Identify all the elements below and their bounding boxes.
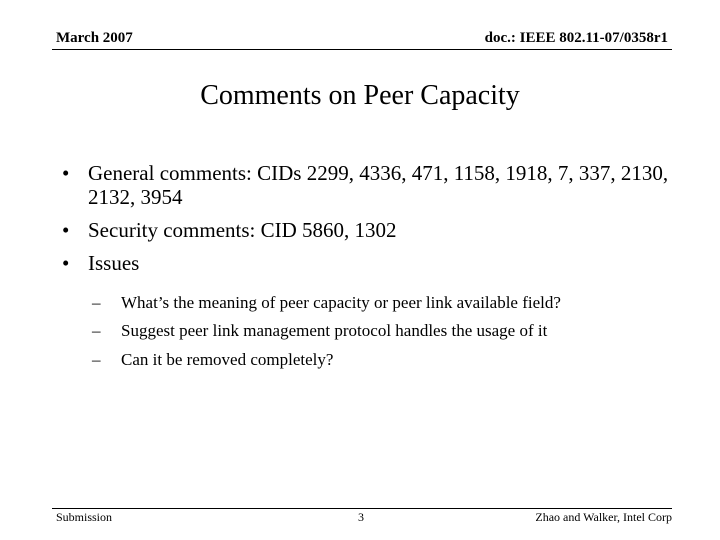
footer-authors: Zhao and Walker, Intel Corp xyxy=(535,510,672,524)
bullet-text: Issues xyxy=(88,251,140,276)
bullet-text: Security comments: CID 5860, 1302 xyxy=(88,218,397,243)
footer-divider xyxy=(52,508,672,509)
sub-bullet-item xyxy=(92,321,692,341)
bullet-text: General comments: CIDs 2299, 4336, 471, 1158, 1918, 7, 337, 2130, 2132, 3954 xyxy=(88,161,669,210)
slide-title: Comments on Peer Capacity xyxy=(200,80,520,111)
footer-submission: Submission xyxy=(56,510,113,524)
bullet-marker: • xyxy=(62,218,70,243)
header-divider xyxy=(52,49,672,50)
sub-bullet-item xyxy=(92,293,692,313)
sub-bullet-text: What’s the meaning of peer capacity or peer link available field? xyxy=(121,293,561,312)
page-number: 3 xyxy=(358,510,364,524)
dash-marker: – xyxy=(92,321,101,341)
header-doc-id: doc.: IEEE 802.11-07/0358r1 xyxy=(484,30,668,46)
bullet-marker: • xyxy=(62,161,70,185)
sub-bullet-text: Suggest peer link management protocol handles the usage of it xyxy=(121,321,548,341)
dash-marker: – xyxy=(92,293,101,312)
sub-bullet-text: Can it be removed completely? xyxy=(121,349,334,369)
bullet-marker: • xyxy=(62,251,70,276)
header-date: March 2007 xyxy=(56,30,133,46)
bullet-item xyxy=(62,218,682,242)
bullet-list xyxy=(62,161,682,285)
sub-bullet-list xyxy=(92,293,692,378)
bullet-item xyxy=(62,251,682,275)
sub-bullet-item xyxy=(92,350,692,370)
bullet-item xyxy=(62,161,682,209)
dash-marker: – xyxy=(92,349,101,369)
